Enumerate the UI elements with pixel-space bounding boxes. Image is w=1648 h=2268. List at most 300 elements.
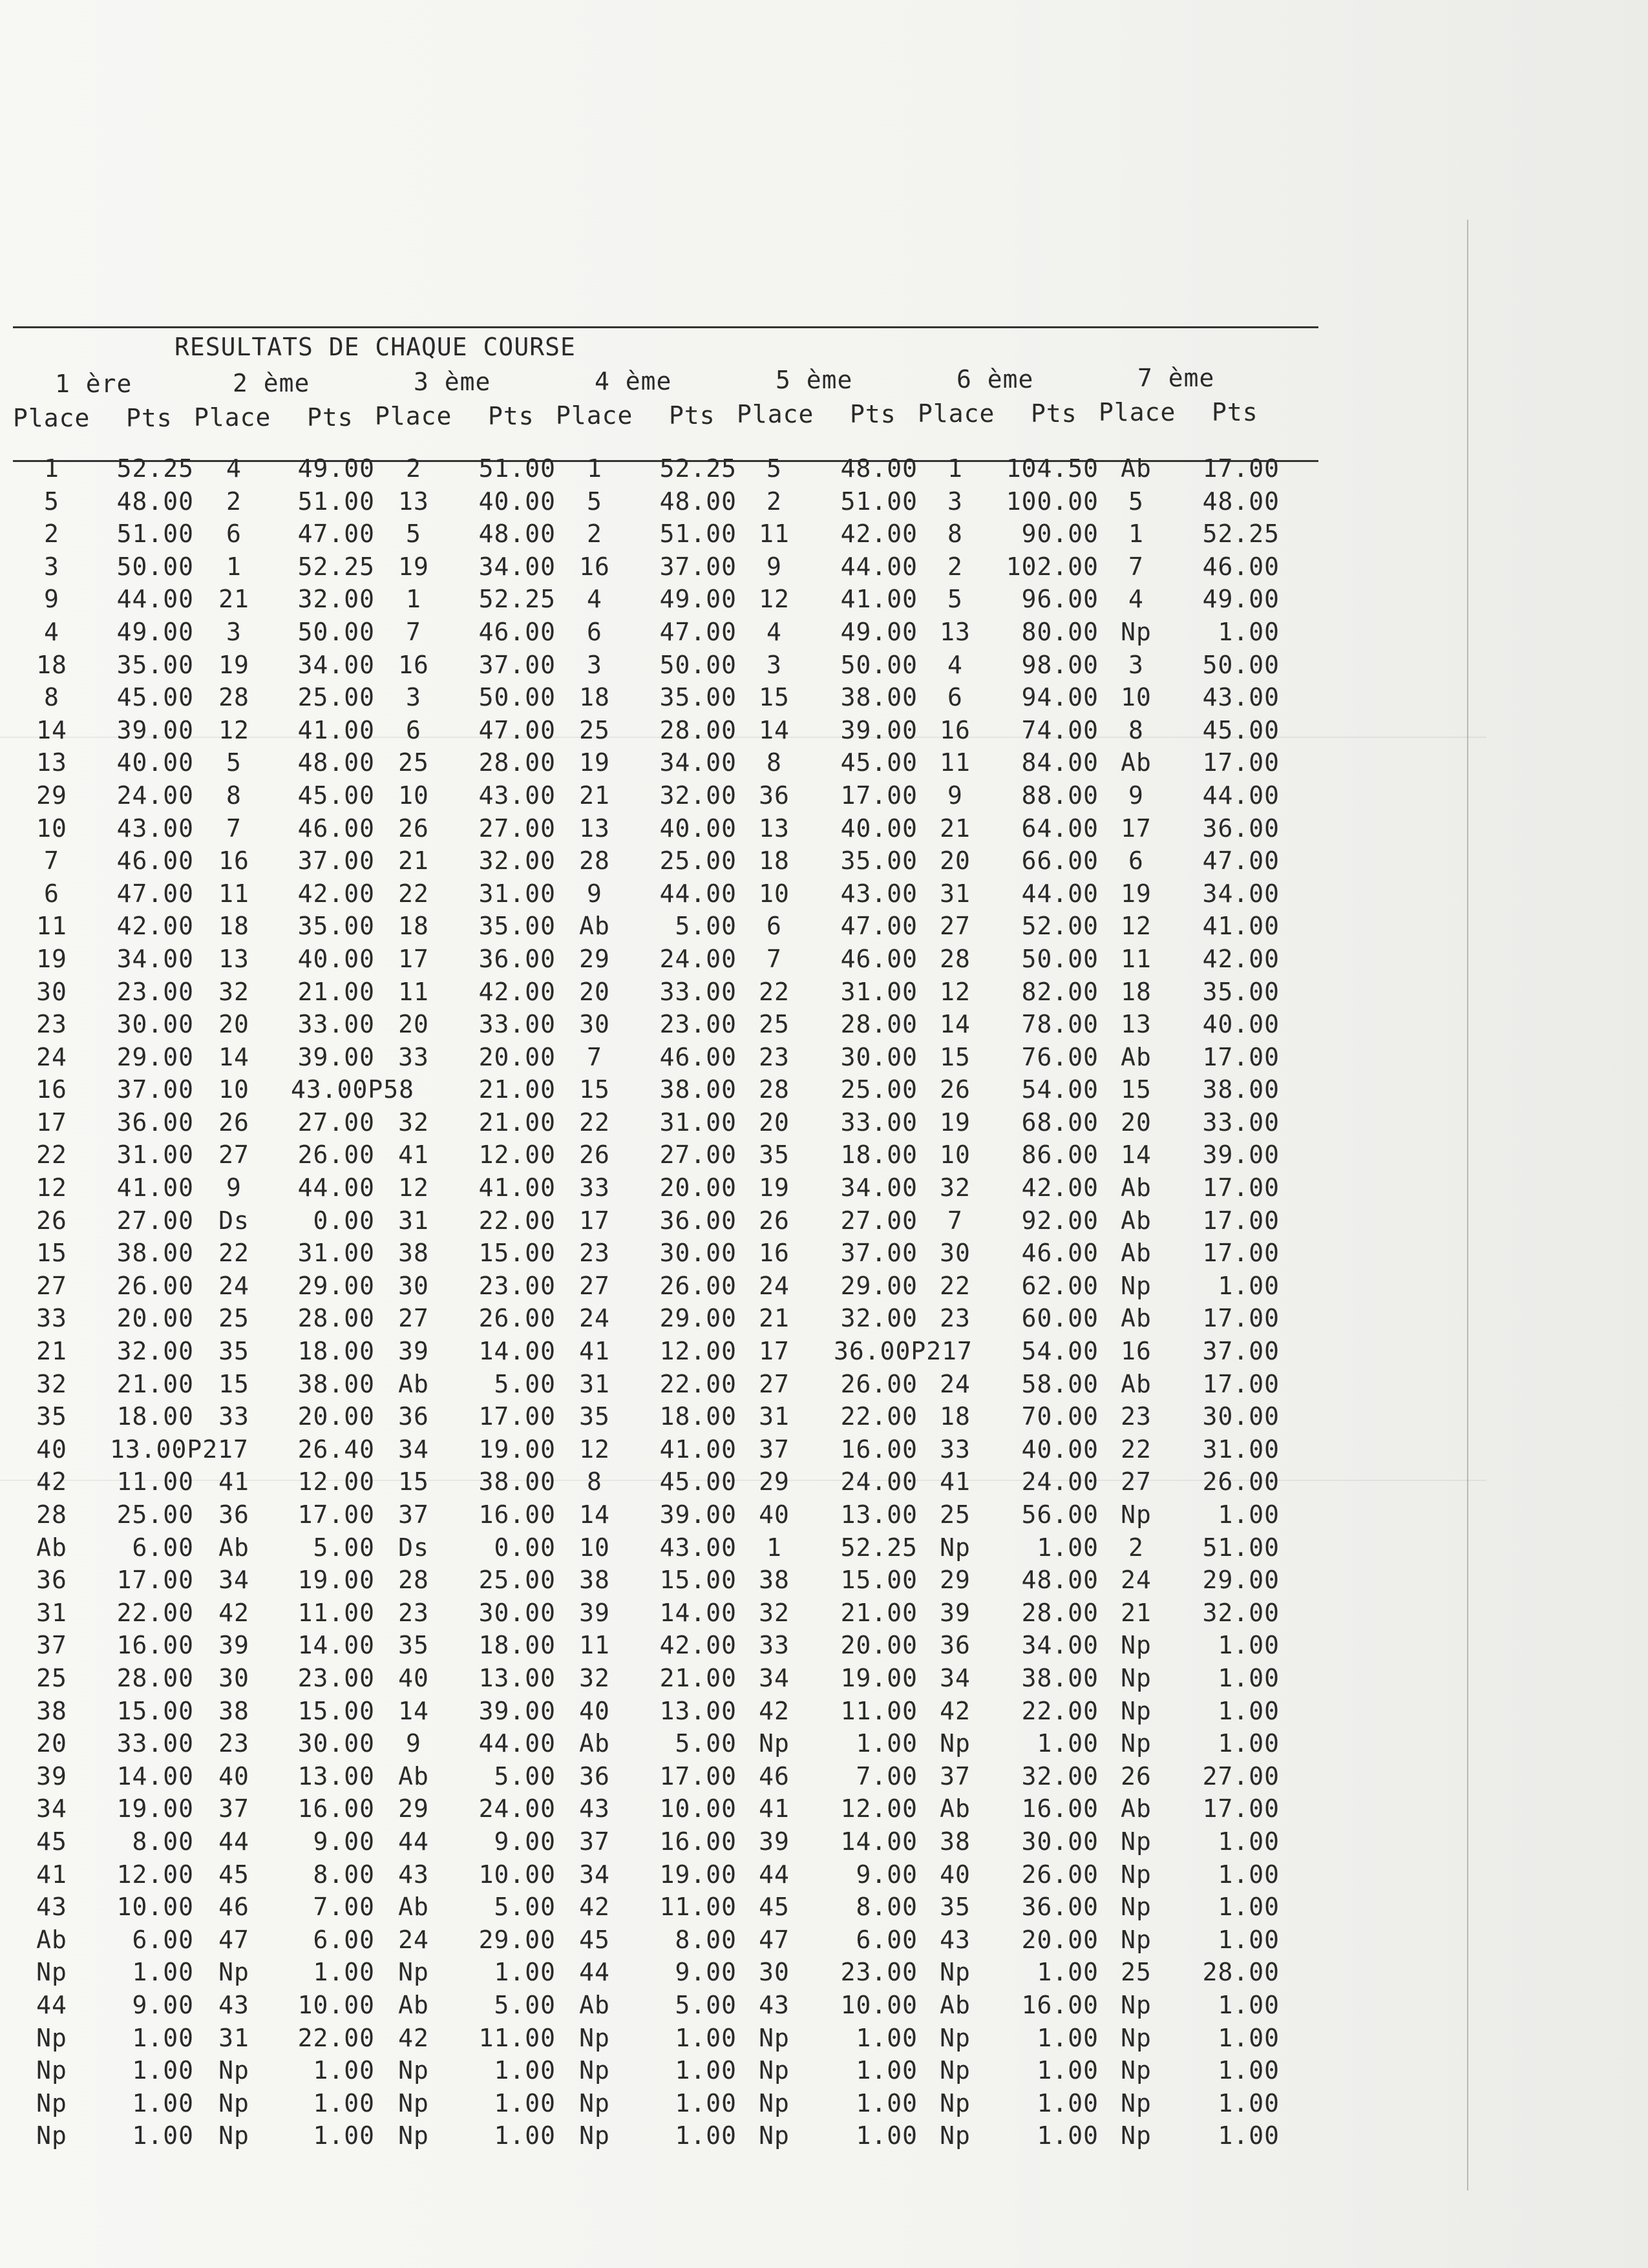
points-cell: 1.00 (313, 2121, 375, 2150)
place-cell: Np (1121, 1860, 1152, 1889)
place-cell: 9 (226, 1173, 242, 1202)
points-cell: 31.00 (297, 1239, 375, 1268)
points-cell: 14.00 (840, 1827, 918, 1856)
place-cell: 42 (398, 2023, 429, 2052)
points-cell: 17.00 (659, 1761, 737, 1790)
points-cell: 0.00 (494, 1533, 556, 1562)
points-cell: 50.00 (1202, 650, 1280, 679)
points-cell: 18.00 (659, 1402, 737, 1431)
place-cell: 30 (940, 1239, 971, 1268)
place-cell: 12 (36, 1173, 67, 1202)
place-cell: 13 (218, 944, 249, 973)
points-cell: 26.00 (1021, 1860, 1099, 1889)
place-cell: 39 (579, 1598, 610, 1627)
points-cell: 13.00 (478, 1663, 556, 1692)
points-cell: 16.00 (659, 1827, 737, 1856)
place-cell: 18 (36, 650, 67, 679)
place-cell: 25 (759, 1010, 790, 1039)
points-cell: 94.00 (1021, 683, 1099, 712)
place-cell: Np (759, 2023, 790, 2052)
points-cell: 1.00 (675, 2023, 737, 2052)
points-cell: 21.00 (297, 977, 375, 1006)
place-cell: 44 (398, 1827, 429, 1856)
place-cell: Np (579, 2121, 610, 2150)
result-row (0, 616, 1357, 649)
points-cell: 31.00 (659, 1108, 737, 1137)
place-cell: Ab (218, 1533, 249, 1562)
place-cell: 11 (398, 977, 429, 1006)
place-cell: 11 (579, 1631, 610, 1660)
place-cell: 23 (36, 1010, 67, 1039)
place-cell: 7 (406, 617, 421, 646)
points-cell: 29.00 (840, 1271, 918, 1300)
points-cell: 39.00 (478, 1696, 556, 1725)
points-cell: 10.00 (840, 1990, 918, 2019)
result-row (0, 681, 1357, 714)
points-cell: 80.00 (1021, 617, 1099, 646)
points-cell: 38.00 (297, 1369, 375, 1398)
points-cell: 20.00 (478, 1042, 556, 1071)
result-row (0, 649, 1357, 682)
place-cell: 26 (218, 1108, 249, 1137)
result-row (0, 1662, 1357, 1695)
points-cell: 8.00 (675, 1925, 737, 1954)
points-cell: 78.00 (1021, 1010, 1099, 1039)
points-cell: 35.00 (659, 683, 737, 712)
points-cell: 1.00 (1218, 1990, 1280, 2019)
points-cell: 20.00 (1021, 1925, 1099, 1954)
points-cell: 5.00 (494, 1990, 556, 2019)
place-cell: 25 (36, 1663, 67, 1692)
place-cell: Ab (579, 912, 610, 941)
place-cell: 33 (759, 1631, 790, 1660)
place-cell: 3 (44, 552, 59, 581)
place-cell: 41 (218, 1467, 249, 1496)
points-cell: 34.00 (478, 552, 556, 581)
place-cell: 41 (36, 1860, 67, 1889)
points-cell: 33.00 (297, 1010, 375, 1039)
points-cell: 35.00 (840, 846, 918, 876)
points-cell: 43.00 (116, 814, 194, 843)
place-cell: 29 (940, 1566, 971, 1595)
place-cell: 5 (406, 520, 421, 549)
place-cell: 24 (218, 1271, 249, 1300)
place-cell: 27 (398, 1304, 429, 1333)
place-cell: 26 (940, 1075, 971, 1104)
points-cell: 21.00 (659, 1663, 737, 1692)
place-cell: 23 (579, 1239, 610, 1268)
points-cell: 28.00 (840, 1010, 918, 1039)
points-cell: 22.00 (297, 2023, 375, 2052)
place-cell: 12 (940, 977, 971, 1006)
paper-edge (1467, 220, 1468, 2190)
place-cell: 2 (766, 487, 782, 516)
result-row (0, 1204, 1357, 1237)
place-cell: 35 (36, 1402, 67, 1431)
place-cell: Np (218, 2121, 249, 2150)
points-cell: 11.00 (478, 2023, 556, 2052)
result-row (0, 1008, 1357, 1041)
result-row (0, 1073, 1357, 1106)
place-cell: 8 (44, 683, 59, 712)
place-cell: 9 (766, 552, 782, 581)
points-cell: 17.00 (116, 1566, 194, 1595)
points-cell: 21.00 (840, 1598, 918, 1627)
place-cell: 11 (36, 912, 67, 941)
points-cell: 74.00 (1021, 715, 1099, 744)
points-cell: 21.00 (116, 1369, 194, 1398)
points-cell: 13.00 (840, 1500, 918, 1529)
place-cell: 2 (44, 520, 59, 549)
points-cell: 8.00 (132, 1827, 194, 1856)
place-cell: 43 (940, 1925, 971, 1954)
points-cell: 30.00 (659, 1239, 737, 1268)
place-cell: 4 (947, 650, 963, 679)
points-cell: 1.00 (856, 2121, 918, 2150)
points-cell: 39.00 (1202, 1140, 1280, 1170)
place-cell: 24 (1121, 1566, 1152, 1595)
place-cell: 45 (36, 1827, 67, 1856)
points-cell: 12.00 (116, 1860, 194, 1889)
race-header-3: 3 ème (414, 368, 491, 396)
points-cell: 56.00 (1021, 1500, 1099, 1529)
place-cell: 18 (218, 912, 249, 941)
place-cell: 25 (579, 715, 610, 744)
points-cell: 32.00 (478, 846, 556, 876)
points-cell: 64.00 (1021, 814, 1099, 843)
place-cell: 14 (36, 715, 67, 744)
place-cell: 20 (759, 1108, 790, 1137)
points-cell: 49.00 (659, 585, 737, 614)
place-cell: 47 (218, 1925, 249, 1954)
place-cell: Np (1121, 1893, 1152, 1922)
points-cell: 16.00 (1021, 1990, 1099, 2019)
race-header-7: 7 ème (1137, 364, 1215, 392)
place-cell: Np (398, 2121, 429, 2150)
place-cell: 20 (940, 846, 971, 876)
points-cell: 40.00 (297, 944, 375, 973)
points-cell: 38.00 (478, 1467, 556, 1496)
points-cell: 45.00 (297, 781, 375, 810)
points-cell: 19.00 (116, 1794, 194, 1823)
place-cell: 27 (759, 1369, 790, 1398)
points-cell: 17.00 (1202, 454, 1280, 483)
points-cell: 20.00 (840, 1631, 918, 1660)
place-cell: 33 (940, 1434, 971, 1464)
points-cell: 52.25 (116, 454, 194, 483)
points-cell: 40.00 (840, 814, 918, 843)
points-cell: 52.25 (478, 585, 556, 614)
points-cell: 50.00 (840, 650, 918, 679)
place-cell: Np (759, 2056, 790, 2085)
points-cell: 20.00 (297, 1402, 375, 1431)
points-cell: 37.00 (297, 846, 375, 876)
points-cell: 5.00 (494, 1893, 556, 1922)
place-column-header: Place (556, 401, 633, 430)
points-cell: 35.00 (297, 912, 375, 941)
place-cell: Np (1121, 2056, 1152, 2085)
points-cell: 38.00 (840, 683, 918, 712)
points-cell: 17.00 (1202, 1173, 1280, 1202)
pts-column-header: Pts (126, 404, 173, 432)
place-cell: 14 (759, 715, 790, 744)
points-cell: 47.00 (478, 715, 556, 744)
race-header-2: 2 ème (233, 368, 310, 397)
place-cell: 35 (940, 1893, 971, 1922)
points-cell: 86.00 (1021, 1140, 1099, 1170)
points-cell: 43.00 (1202, 683, 1280, 712)
points-cell: 1.00 (1218, 1696, 1280, 1725)
points-cell: 1.00 (856, 2056, 918, 2085)
place-cell: Np (579, 2023, 610, 2052)
place-cell: 3 (587, 650, 602, 679)
points-cell: 26.40 (297, 1434, 375, 1464)
place-cell: 36 (218, 1500, 249, 1529)
points-cell: 34.00 (1202, 879, 1280, 908)
points-cell: 46.00 (478, 617, 556, 646)
points-cell: 19.00 (659, 1860, 737, 1889)
points-cell: 22.00 (840, 1402, 918, 1431)
points-cell: 17.00 (297, 1500, 375, 1529)
points-cell: 12.00 (297, 1467, 375, 1496)
place-cell: 13 (398, 487, 429, 516)
place-cell: 34 (940, 1663, 971, 1692)
place-cell: 21 (1121, 1598, 1152, 1627)
place-cell: 33 (36, 1304, 67, 1333)
place-cell: 15 (218, 1369, 249, 1398)
place-cell: 29 (398, 1794, 429, 1823)
points-cell: 24.00 (478, 1794, 556, 1823)
result-row (0, 452, 1357, 485)
points-cell: 9.00 (856, 1860, 918, 1889)
place-cell: 6 (44, 879, 59, 908)
points-cell: 17.00 (840, 781, 918, 810)
points-cell: 58.00 (1021, 1369, 1099, 1398)
points-cell: 29.00 (478, 1925, 556, 1954)
points-cell: 25.00 (297, 683, 375, 712)
place-cell: 24 (940, 1369, 971, 1398)
points-cell: 40.00 (478, 487, 556, 516)
place-cell: 3 (406, 683, 421, 712)
place-cell: 11 (759, 520, 790, 549)
place-cell: 38 (579, 1566, 610, 1595)
points-cell: 1.00 (1218, 1500, 1280, 1529)
points-cell: 40.00 (116, 748, 194, 777)
place-cell: 6 (226, 520, 242, 549)
result-row (0, 746, 1357, 779)
points-cell: 17.00 (1202, 1206, 1280, 1235)
points-cell: 6.00 (856, 1925, 918, 1954)
place-cell: 36 (398, 1402, 429, 1431)
points-cell: 1.00 (675, 2056, 737, 2085)
points-cell: 1.00 (494, 2121, 556, 2150)
points-cell: 43.00P58 (291, 1075, 415, 1104)
result-row (0, 551, 1357, 583)
place-cell: 33 (398, 1042, 429, 1071)
place-cell: Np (579, 2056, 610, 2085)
place-cell: 30 (398, 1271, 429, 1300)
points-cell: 21.00 (478, 1075, 556, 1104)
result-row (0, 1400, 1357, 1433)
place-column-header: Place (375, 402, 452, 430)
points-cell: 9.00 (313, 1827, 375, 1856)
points-cell: 16.00 (116, 1631, 194, 1660)
points-cell: 11.00 (659, 1893, 737, 1922)
place-cell: Ab (940, 1794, 971, 1823)
place-cell: 43 (579, 1794, 610, 1823)
place-column-header: Place (1099, 398, 1176, 426)
points-cell: 28.00 (116, 1663, 194, 1692)
place-cell: 21 (218, 585, 249, 614)
place-cell: 7 (1128, 552, 1144, 581)
place-cell: 29 (759, 1467, 790, 1496)
place-cell: Np (759, 1729, 790, 1758)
place-cell: 37 (579, 1827, 610, 1856)
place-cell: Np (36, 2023, 67, 2052)
place-cell: 16 (218, 846, 249, 876)
points-cell: 38.00 (659, 1075, 737, 1104)
place-cell: 5 (587, 487, 602, 516)
points-cell: 44.00 (116, 585, 194, 614)
result-row (0, 1270, 1357, 1303)
place-cell: 39 (36, 1761, 67, 1790)
points-cell: 1.00 (1218, 2088, 1280, 2117)
place-cell: Np (36, 2088, 67, 2117)
points-cell: 6.00 (132, 1925, 194, 1954)
place-cell: 36 (36, 1566, 67, 1595)
place-column-header: Place (194, 403, 271, 432)
points-cell: 28.00 (478, 748, 556, 777)
points-cell: 42.00 (1021, 1173, 1099, 1202)
points-cell: 51.00 (840, 487, 918, 516)
place-cell: 26 (759, 1206, 790, 1235)
place-cell: 17 (398, 944, 429, 973)
points-cell: 45.00 (659, 1467, 737, 1496)
place-cell: 15 (579, 1075, 610, 1104)
points-cell: 0.00 (313, 1206, 375, 1235)
place-cell: Np (1121, 1500, 1152, 1529)
place-cell: 12 (218, 715, 249, 744)
points-cell: 5.00 (494, 1761, 556, 1790)
place-cell: Np (579, 2088, 610, 2117)
points-cell: 14.00 (659, 1598, 737, 1627)
place-cell: 9 (406, 1729, 421, 1758)
points-cell: 10.00 (116, 1893, 194, 1922)
points-cell: 1.00 (132, 2023, 194, 2052)
points-cell: 1.00 (313, 1958, 375, 1987)
place-cell: 28 (940, 944, 971, 973)
place-cell: 34 (398, 1434, 429, 1464)
place-cell: 45 (759, 1893, 790, 1922)
place-cell: 18 (579, 683, 610, 712)
points-cell: 35.00 (478, 912, 556, 941)
points-cell: 37.00 (840, 1239, 918, 1268)
points-cell: 52.25 (659, 454, 737, 483)
place-cell: 18 (759, 846, 790, 876)
place-cell: 37 (218, 1794, 249, 1823)
points-cell: 19.00 (478, 1434, 556, 1464)
points-cell: 47.00 (840, 912, 918, 941)
points-cell: 88.00 (1021, 781, 1099, 810)
points-cell: 68.00 (1021, 1108, 1099, 1137)
place-cell: 41 (940, 1467, 971, 1496)
place-cell: 24 (579, 1304, 610, 1333)
place-cell: 28 (218, 683, 249, 712)
place-cell: 42 (579, 1893, 610, 1922)
place-cell: 7 (226, 814, 242, 843)
place-cell: Ds (398, 1533, 429, 1562)
place-cell: 6 (947, 683, 963, 712)
points-cell: 28.00 (1021, 1598, 1099, 1627)
points-cell: 66.00 (1021, 846, 1099, 876)
place-cell: Np (218, 2088, 249, 2117)
place-cell: 24 (398, 1925, 429, 1954)
place-cell: Np (36, 1958, 67, 1987)
place-cell: 25 (940, 1500, 971, 1529)
points-cell: 49.00 (297, 454, 375, 483)
place-cell: 26 (1121, 1761, 1152, 1790)
points-cell: 23.00 (297, 1663, 375, 1692)
points-cell: 60.00 (1021, 1304, 1099, 1333)
points-cell: 43.00 (659, 1533, 737, 1562)
points-cell: 1.00 (1218, 1663, 1280, 1692)
place-cell: 17 (36, 1108, 67, 1137)
points-cell: 36.00 (478, 944, 556, 973)
result-row (0, 1139, 1357, 1171)
points-cell: 30.00 (478, 1598, 556, 1627)
place-cell: 32 (940, 1173, 971, 1202)
points-cell: 12.00 (840, 1794, 918, 1823)
points-cell: 48.00 (297, 748, 375, 777)
points-cell: 42.00 (1202, 944, 1280, 973)
place-cell: 14 (1121, 1140, 1152, 1170)
place-cell: Ab (398, 1893, 429, 1922)
place-cell: 35 (759, 1140, 790, 1170)
points-cell: 10.00 (659, 1794, 737, 1823)
points-cell: 28.00 (297, 1304, 375, 1333)
place-cell: 40 (759, 1500, 790, 1529)
points-cell: 43.00 (478, 781, 556, 810)
points-cell: 15.00 (478, 1239, 556, 1268)
points-cell: 29.00 (1202, 1566, 1280, 1595)
points-cell: 42.00 (659, 1631, 737, 1660)
place-column-header: Place (13, 404, 90, 432)
place-cell: 11 (218, 879, 249, 908)
place-cell: 42 (940, 1696, 971, 1725)
points-cell: 16.00 (840, 1434, 918, 1464)
place-cell: 13 (579, 814, 610, 843)
place-cell: 31 (36, 1598, 67, 1627)
place-cell: 5 (44, 487, 59, 516)
place-cell: Ab (1121, 1206, 1152, 1235)
place-cell: 27 (1121, 1467, 1152, 1496)
place-cell: Np (36, 2121, 67, 2150)
result-row (0, 976, 1357, 1009)
place-cell: 1 (406, 585, 421, 614)
place-cell: 14 (218, 1042, 249, 1071)
points-cell: 1.00 (132, 1958, 194, 1987)
place-cell: 2 (1128, 1533, 1144, 1562)
points-cell: 44.00 (1021, 879, 1099, 908)
place-cell: 24 (759, 1271, 790, 1300)
points-cell: 1.00 (313, 2056, 375, 2085)
result-row (0, 910, 1357, 943)
pts-column-header: Pts (1031, 399, 1077, 428)
place-cell: 30 (579, 1010, 610, 1039)
place-cell: Np (1121, 1925, 1152, 1954)
place-cell: 23 (398, 1598, 429, 1627)
points-cell: 43.00 (840, 879, 918, 908)
